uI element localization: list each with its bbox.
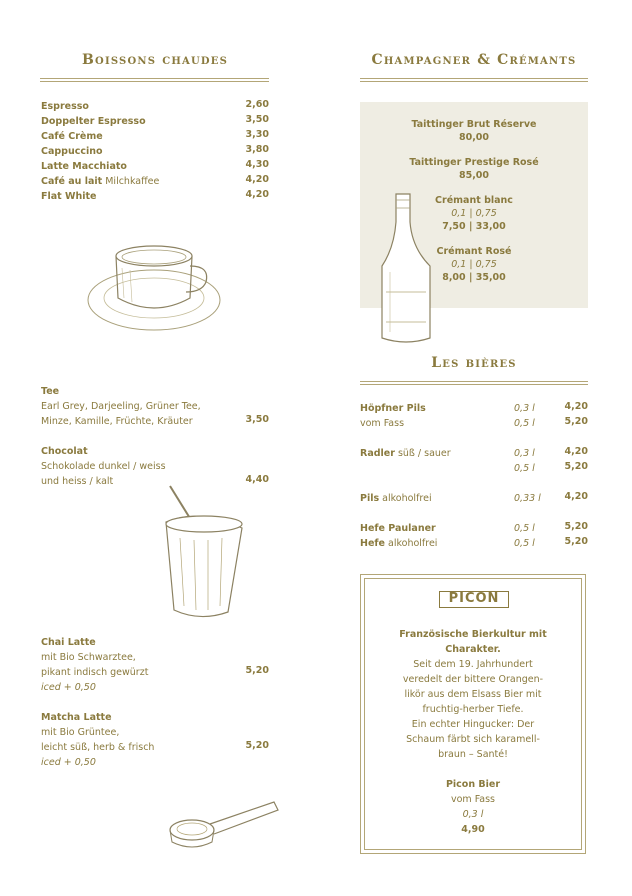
cremant-price: 8,00 | 35,00	[442, 272, 506, 283]
picon-logo: PICON	[439, 591, 509, 608]
beer-note: alkoholfrei	[379, 493, 432, 504]
menu-item-name: Latte Macchiato	[41, 161, 127, 172]
cremant-name: Crémant blanc	[435, 195, 513, 206]
beer-price: 5,20	[564, 461, 588, 472]
beer-name: Hefe Paulaner	[360, 523, 436, 534]
picon-text-line: Ein echter Hingucker: Der	[411, 719, 535, 730]
beer-size: 0,33 l	[514, 493, 541, 504]
matcha-latte-description: mit Bio Grüntee,	[41, 727, 120, 738]
menu-item-note: Milchkaffee	[102, 176, 160, 187]
heading-rule	[40, 78, 269, 82]
menu-item-name: Cappuccino	[41, 146, 103, 157]
beer-price: 4,20	[564, 491, 588, 502]
picon-title: Französische Bierkultur mit	[399, 629, 547, 640]
beer-name: Radler	[360, 448, 395, 459]
heading-rule	[360, 381, 588, 385]
menu-item	[41, 174, 159, 189]
chocolat-name: Chocolat	[41, 446, 88, 457]
chocolat-price: 4,40	[245, 474, 269, 485]
picon-title: Charakter.	[445, 644, 501, 655]
matcha-latte-price: 5,20	[245, 740, 269, 751]
beer-item	[360, 446, 451, 461]
menu-item-price: 2,60	[245, 99, 269, 110]
chai-latte-description: mit Bio Schwarztee,	[41, 652, 136, 663]
menu-item-name: Espresso	[41, 101, 89, 112]
tee-description: Minze, Kamille, Früchte, Kräuter	[41, 416, 193, 427]
matcha-latte-name: Matcha Latte	[41, 712, 112, 723]
chai-latte-iced-note: iced + 0,50	[41, 682, 96, 693]
beer-name: Pils	[360, 493, 380, 504]
chocolat-description: und heiss / kalt	[41, 476, 114, 487]
cremant-name: Crémant Rosé	[436, 246, 512, 257]
picon-item-price: 4,90	[461, 824, 485, 835]
picon-item-size: 0,3 l	[462, 809, 484, 820]
beer-note: vom Fass	[360, 418, 405, 429]
menu-item-name: Doppelter Espresso	[41, 116, 146, 127]
beer-price: 4,20	[564, 446, 588, 457]
portafilter-illustration	[166, 794, 286, 854]
beer-price: 4,20	[564, 401, 588, 412]
tee-description: Earl Grey, Darjeeling, Grüner Tee,	[41, 401, 201, 412]
coffee-cup-illustration	[82, 238, 232, 338]
menu-item-price: 3,80	[245, 144, 269, 155]
picon-text-line: Seit dem 19. Jahrhundert	[413, 659, 533, 670]
beer-size: 0,5 l	[514, 523, 535, 534]
menu-item-price: 3,50	[245, 114, 269, 125]
menu-item-price: 4,30	[245, 159, 269, 170]
chai-latte-name: Chai Latte	[41, 637, 96, 648]
beer-item	[360, 491, 432, 506]
beer-note: alkoholfrei	[384, 538, 438, 549]
menu-item-price: 4,20	[245, 174, 269, 185]
picon-item-note: vom Fass	[450, 794, 496, 805]
menu-item-name: Café au lait	[41, 176, 103, 187]
beer-size: 0,5 l	[514, 538, 535, 549]
menu-item-name: Café Crème	[41, 131, 103, 142]
beer-size: 0,3 l	[514, 448, 535, 459]
iced-glass-illustration	[150, 482, 250, 622]
heading-boissons-chaudes: Boissons chaudes	[82, 52, 228, 68]
matcha-latte-iced-note: iced + 0,50	[41, 757, 96, 768]
beer-size: 0,5 l	[514, 463, 535, 474]
picon-text-line: braun – Santé!	[438, 749, 508, 760]
picon-text-line: fruchtig-herber Tiefe.	[422, 704, 524, 715]
champagne-name: Taittinger Brut Réserve	[411, 119, 537, 130]
champagne-price: 85,00	[458, 170, 490, 181]
cremant-price: 7,50 | 33,00	[442, 221, 506, 232]
heading-les-bieres: Les bières	[431, 355, 517, 371]
beer-price: 5,20	[564, 521, 588, 532]
champagne-price: 80,00	[458, 132, 490, 143]
beer-price: 5,20	[564, 536, 588, 547]
beer-item	[360, 536, 437, 551]
beer-price: 5,20	[564, 416, 588, 427]
beer-name: Hefe	[360, 538, 385, 549]
cremant-sizes: 0,1 | 0,75	[451, 259, 497, 270]
picon-text-line: likör aus dem Elsass Bier mit	[404, 689, 542, 700]
bottle-illustration	[372, 192, 442, 347]
chocolat-description: Schokolade dunkel / weiss	[41, 461, 166, 472]
picon-item-name: Picon Bier	[445, 779, 501, 790]
picon-text-line: veredelt der bittere Orangen-	[402, 674, 544, 685]
beer-size: 0,5 l	[514, 418, 535, 429]
beer-note: süß / sauer	[394, 448, 451, 459]
heading-rule	[360, 78, 588, 82]
menu-item-name: Flat White	[41, 191, 97, 202]
picon-description	[372, 627, 574, 837]
tee-name: Tee	[41, 386, 60, 397]
tee-price: 3,50	[245, 414, 269, 425]
picon-text-line: Schaum färbt sich karamell-	[406, 734, 540, 745]
matcha-latte-description: leicht süß, herb & frisch	[41, 742, 155, 753]
chai-latte-price: 5,20	[245, 665, 269, 676]
beer-size: 0,3 l	[514, 403, 535, 414]
chai-latte-description: pikant indisch gewürzt	[41, 667, 149, 678]
menu-item-price: 4,20	[245, 189, 269, 200]
cremant-sizes: 0,1 | 0,75	[451, 208, 497, 219]
beer-name: Höpfner Pils	[360, 403, 426, 414]
champagne-name: Taittinger Prestige Rosé	[409, 157, 539, 168]
heading-champagner: Champagner & Crémants	[371, 52, 577, 68]
menu-item-price: 3,30	[245, 129, 269, 140]
